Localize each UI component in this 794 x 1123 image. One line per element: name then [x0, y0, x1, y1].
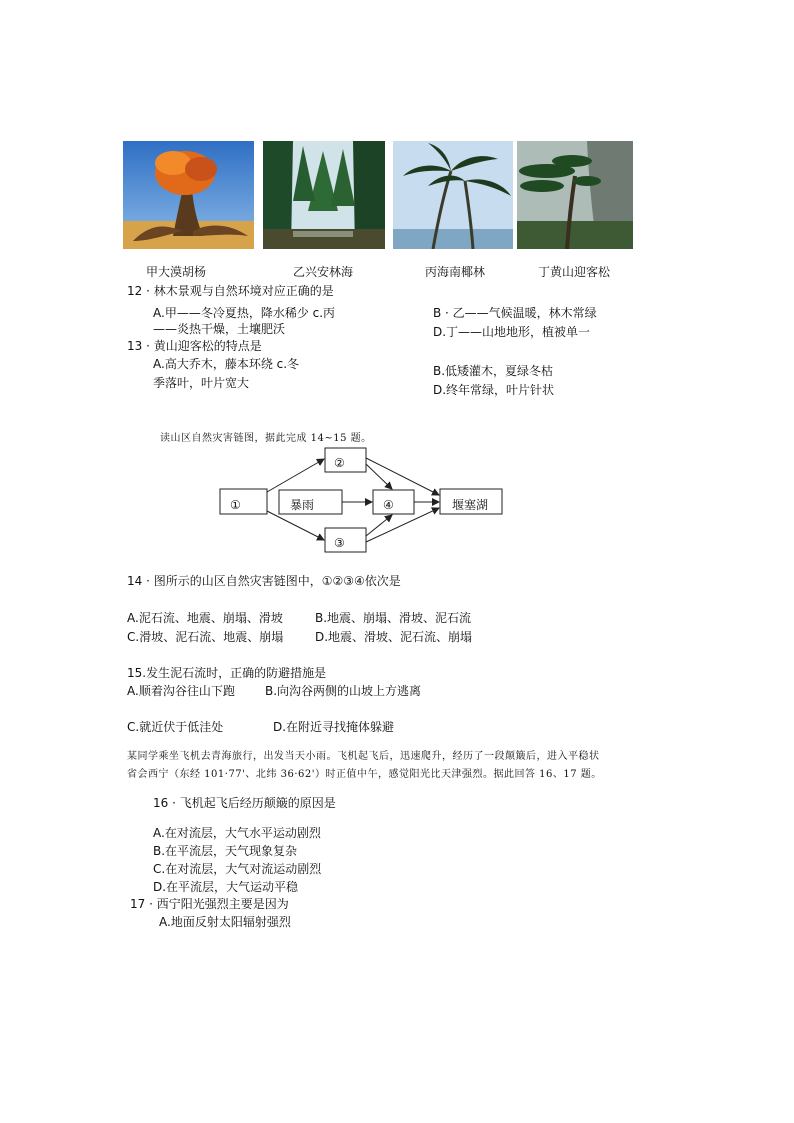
photo-caption-jia: 甲大漠胡杨: [146, 265, 207, 279]
node-2-label: ②: [334, 456, 345, 470]
q13-stem: 13 · 黄山迎客松的特点是: [127, 339, 262, 353]
photo-caption-bing: 丙海南椰林: [425, 265, 486, 279]
q14-stem: 14 · 图所示的山区自然灾害链图中，①②③④依次是: [127, 574, 401, 588]
diagram-intro: 读山区自然灾害链图，据此完成 14~15 题。: [160, 433, 372, 444]
q14-option-a: A.泥石流、地震、崩塌、滑坡: [127, 611, 283, 625]
node-4-label: ④: [383, 498, 394, 512]
q15-stem: 15.发生泥石流时，正确的防避措施是: [127, 666, 327, 680]
q15-option-a: A.顺着沟谷往山下跑: [127, 684, 235, 698]
q15-option-c: C.就近伏于低洼处: [127, 720, 224, 734]
photo-pine-forest: [263, 141, 385, 249]
q12-option-a-cont: ——炎热干燥，土壤肥沃: [153, 322, 286, 336]
passage-line-1: 某同学乘坐飞机去青海旅行，出发当天小雨。飞机起飞后，迅速爬升，经历了一段颠簸后，进入平稳状: [127, 751, 600, 762]
q14-option-c: C.滑坡、泥石流、地震、崩塌: [127, 630, 284, 644]
photo-caption-yi: 乙兴安林海: [293, 265, 354, 279]
q15-option-d: D.在附近寻找掩体躲避: [273, 720, 395, 734]
q13-option-a-cont: 季落叶，叶片宽大: [153, 376, 250, 390]
q14-option-d: D.地震、滑坡、泥石流、崩塌: [315, 630, 473, 644]
q16-option-b: B.在平流层，天气现象复杂: [153, 844, 298, 858]
node-3-label: ③: [334, 536, 345, 550]
rain-label: 暴雨: [290, 498, 315, 512]
node-1-label: ①: [230, 498, 241, 512]
node-1-box: [220, 489, 267, 514]
photo-welcoming-pine: [517, 141, 633, 249]
q12-option-d: D.丁——山地地形，植被单一: [433, 325, 591, 339]
photo-populus-desert: [123, 141, 254, 249]
q13-option-d: D.终年常绿，叶片针状: [433, 383, 555, 397]
node-3-box: [325, 528, 366, 552]
q12-option-a: A.甲——冬冷夏热，降水稀少 c.丙: [153, 306, 336, 320]
q16-stem: 16 · 飞机起飞后经历颠簸的原因是: [153, 796, 336, 810]
photo-caption-ding: 丁黄山迎客松: [538, 265, 611, 279]
lake-label: 堰塞湖: [452, 498, 489, 512]
photo-coconut-palms: [393, 141, 513, 249]
q17-option-a: A.地面反射太阳辐射强烈: [159, 915, 291, 929]
q16-option-a: A.在对流层，大气水平运动剧烈: [153, 826, 321, 840]
q15-option-b: B.向沟谷两侧的山坡上方逃离: [265, 684, 422, 698]
q14-option-b: B.地震、崩塌、滑坡、泥石流: [315, 611, 472, 625]
node-2-box: [325, 448, 366, 472]
q16-option-c: C.在对流层，大气对流运动剧烈: [153, 862, 322, 876]
q16-option-d: D.在平流层，大气运动平稳: [153, 880, 299, 894]
q17-stem: 17 · 西宁阳光强烈主要是因为: [130, 897, 289, 911]
q12-option-b: B · 乙——气候温暖，林木常绿: [433, 306, 597, 320]
passage-line-2: 省会西宁（东经 101·77'、北纬 36·62'）时正值中午，感觉阳光比天津强烈。据此回答 16、17 题。: [127, 769, 602, 780]
q12-stem: 12 · 林木景观与自然环境对应正确的是: [127, 284, 334, 298]
q13-option-b: B.低矮灌木，夏绿冬枯: [433, 364, 554, 378]
q13-option-a: A.高大乔木，藤本环绕 c.冬: [153, 357, 300, 371]
